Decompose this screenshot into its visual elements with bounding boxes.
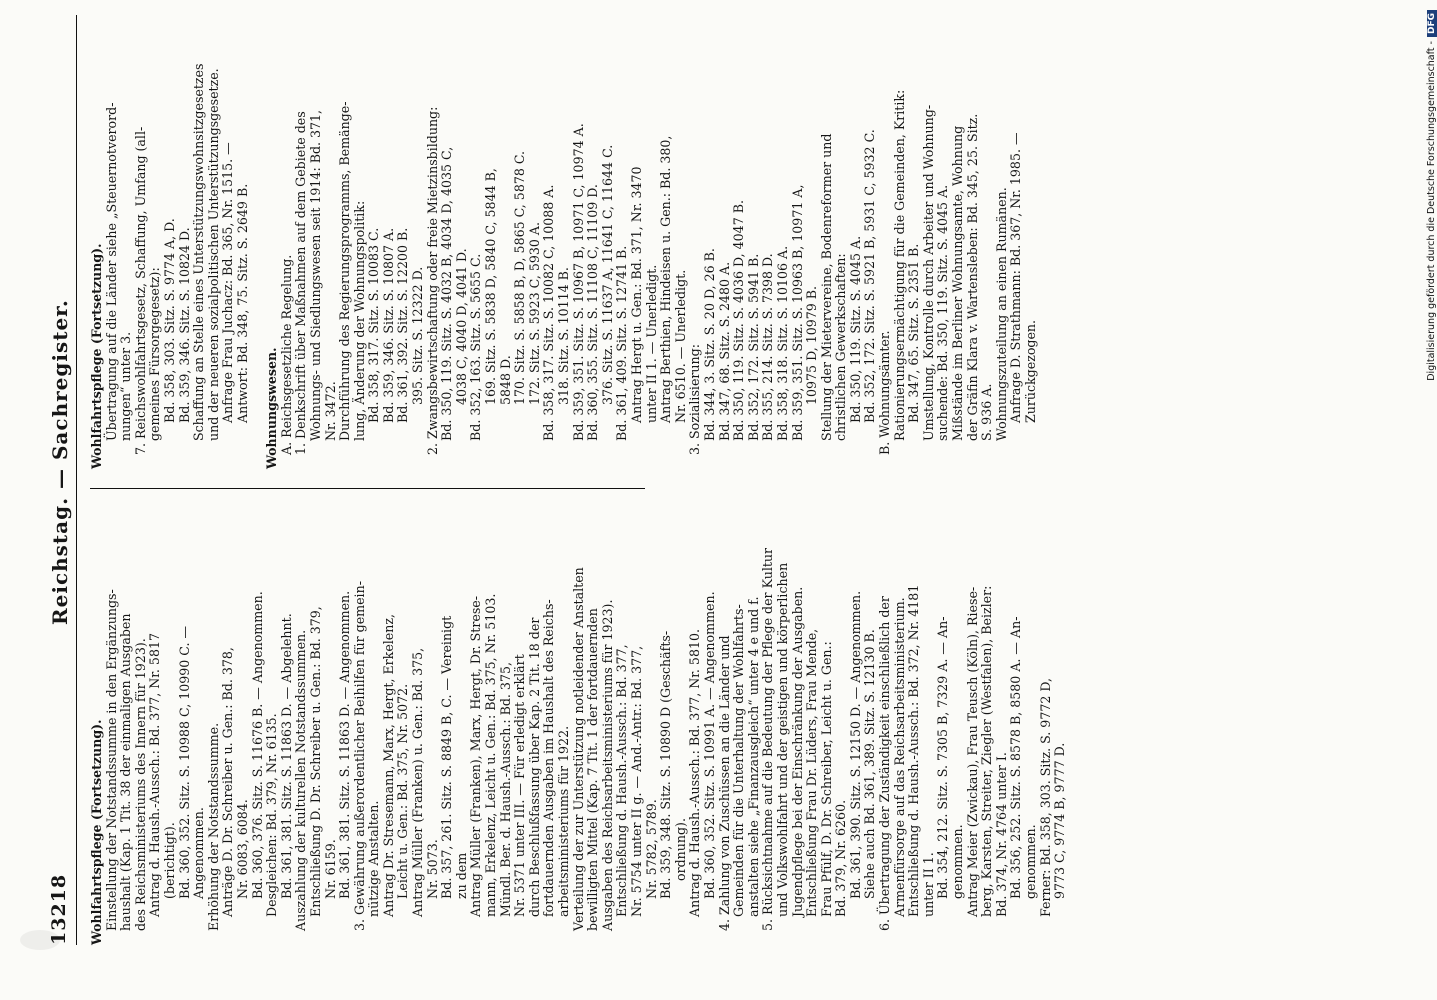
index-line: Bd. 358, 317. Sitz. S. 10082 C, 10088 A. bbox=[541, 184, 557, 441]
index-line: Bd. 359, 346. Sitz. S. 10824 D. bbox=[176, 227, 192, 423]
index-line: (berichtigt). bbox=[161, 822, 177, 899]
index-line: 4. Zahlung von Zuschüssen an die Länder und bbox=[716, 635, 732, 931]
index-line: Mißstände im Berliner Wohnungsamte, Wohnung bbox=[950, 125, 966, 441]
index-line: Entschließung d. Haush.-Aussch.: Bd. 372, Nr. 4181 bbox=[906, 584, 922, 917]
index-line: unter II 1. — Unerledigt. bbox=[643, 264, 659, 423]
index-line: bewilligten Mittel (Kap. 7 Tit. 1 der fortdauernden bbox=[585, 608, 601, 931]
index-line: Antrag d. Haush.-Aussch.: Bd. 377, Nr. 5810. bbox=[687, 629, 703, 917]
index-line: Bd. 350, 119. Sitz. S. 4036 D, 4047 B. bbox=[731, 200, 747, 441]
index-line: 6. Übertragung der Zuständigkeit einschließlich der bbox=[877, 596, 893, 931]
index-line: Bd. 379, Nr. 6260. bbox=[833, 799, 849, 917]
index-line: unter II 1. bbox=[920, 852, 936, 917]
index-line: Desgleichen: Bd. 379, Nr. 6135. bbox=[264, 713, 280, 917]
index-line: Nr. 5782, 5789. bbox=[643, 799, 659, 899]
index-line: Bd. 360, 355. Sitz. S. 11108 C, 11109 D. bbox=[585, 184, 601, 441]
index-line: Antwort: Bd. 348, 75. Sitz. S. 2649 B. bbox=[234, 183, 250, 423]
scan-smudge bbox=[20, 930, 60, 950]
index-line: genommen. bbox=[950, 824, 966, 899]
index-line bbox=[251, 24, 266, 469]
index-line: Stellung der Mietervereine, Bodenreformer und bbox=[818, 133, 834, 441]
index-line: christlichen Gewerkschaften: bbox=[833, 253, 849, 441]
index-line: 10975 D, 10979 B. bbox=[804, 285, 820, 405]
index-line: 376. Sitz. S. 11637 A, 11641 C, 11644 C. bbox=[599, 144, 615, 405]
index-line: Nr. 5073. bbox=[424, 839, 440, 899]
index-line: Bd. 361, 381. Sitz. S. 11863 D. — Abgelehnt. bbox=[278, 613, 294, 899]
index-line: Ferner: Bd. 358, 303. Sitz. S. 9772 D, bbox=[1037, 677, 1053, 917]
index-line: 5. Rücksichtnahme auf die Bedeutung der Pflege der Kultur bbox=[760, 547, 776, 931]
index-line: anstalten siehe „Finanzausgleich“ unter 4 e und f. bbox=[745, 596, 761, 917]
rotated-document-page bbox=[30, 0, 1360, 985]
right-index-column bbox=[89, 24, 1038, 469]
index-line: Schaffung an Stelle eines Unterstützungswohnsitzgesetzes bbox=[191, 63, 207, 441]
index-line: 7. Reichswohlfahrtsgesetz, Schaffung, Umfang (all- bbox=[132, 126, 148, 455]
credit-text: Digitalisierung gefördert durch die Deutsche Forschungsgemeinschaft - bbox=[1426, 41, 1437, 381]
index-line: des Reichsministeriums des Innern für 1923). bbox=[132, 638, 148, 931]
index-line: mann, Erkelenz, Leicht u. Gen.: Bd. 375, Nr. 5103. bbox=[483, 593, 499, 917]
index-heading: Wohnungswesen. bbox=[264, 347, 280, 469]
index-line: Einstellung der Notstandssumme in den Ergänzungs- bbox=[103, 589, 119, 931]
index-line: genommen. bbox=[1023, 824, 1038, 899]
index-line: 9773 C, 9774 B, 9777 D. bbox=[1052, 742, 1068, 899]
index-line: Entschließung D. Dr. Schreiber u. Gen.: Bd. 379, bbox=[307, 606, 323, 917]
column-divider bbox=[90, 488, 645, 489]
index-line: der Gräfin Klara v. Wartensleben: Bd. 345, 25. Sitz. bbox=[964, 113, 980, 441]
index-line: Antrag Müller (Franken), Marx, Hergt, Dr. Strese- bbox=[468, 596, 484, 917]
index-line: gemeines Fürsorgegesetz): bbox=[147, 267, 163, 441]
index-line: 1. Denkschrift über Maßnahmen auf dem Gebiete des bbox=[293, 111, 309, 455]
index-line: Nr. 5754 unter II g. — And.-Antr.: Bd. 377, bbox=[628, 645, 644, 917]
index-line: Bd. 359, 346. Sitz. S. 10807 A. bbox=[380, 227, 396, 423]
index-line: Jugendpflege bei der Einschränkung der Ausgaben. bbox=[789, 586, 805, 917]
index-line: Bd. 360, 376. Sitz. S. 11676 B. — Angenommen. bbox=[249, 591, 265, 899]
index-line: Bd. 352, 172. Sitz. S. 5921 B, 5931 C, 5932 C. bbox=[862, 129, 878, 423]
index-line: Bd. 361, 392. Sitz. S. 12200 B. bbox=[395, 227, 411, 423]
digitization-credit bbox=[1412, 10, 1437, 990]
index-line: Wohnungszuteilung an einen Rumänen. bbox=[993, 187, 1009, 441]
index-line: Anfrage D. Strathmann: Bd. 367, Nr. 1985. — bbox=[1008, 132, 1024, 423]
index-line: Bd. 344, 3. Sitz. S. 20 D, 26 B. bbox=[701, 248, 717, 441]
index-line: Bd. 355, 214. Sitz. S. 7398 D. bbox=[760, 253, 776, 441]
index-line: Nr. 6159. bbox=[322, 839, 338, 899]
index-line: Bd. 360, 352. Sitz. S. 10991 A. — Angenommen. bbox=[701, 591, 717, 899]
index-line: Bd. 374, Nr. 4764 unter I. bbox=[993, 752, 1009, 917]
index-line: 3. Gewährung außerordentlicher Beihilfen für gemein- bbox=[351, 581, 367, 931]
index-line: Antrag Hergt u. Gen.: Bd. 371, Nr. 3470 bbox=[628, 166, 644, 423]
page-number: 13218 bbox=[48, 873, 70, 945]
index-line: Übertragung auf die Länder siehe „Steuernotverord- bbox=[103, 102, 119, 441]
index-line: zu dem bbox=[453, 852, 469, 899]
index-line: Bd. 359, 348. Sitz. S. 10890 D (Geschäfts- bbox=[658, 630, 674, 899]
index-line: 2. Zwangsbewirtschaftung oder freie Mietzinsbildung: bbox=[424, 106, 440, 455]
index-line: Antrag Müller (Franken) u. Gen.: Bd. 375, bbox=[410, 647, 426, 917]
index-line: Nr. 6510. — Unerledigt. bbox=[672, 269, 688, 423]
index-line: nützige Anstalten. bbox=[366, 800, 382, 917]
index-line: Auszahlung der kulturellen Notstandssummen. bbox=[293, 629, 309, 931]
index-line: Umstellung, Kontrolle durch Arbeiter und Wohnung- bbox=[920, 104, 936, 441]
index-line: Durchführung des Regierungsprogramms, Bemänge- bbox=[337, 101, 353, 441]
index-line: Erhöhung der Notstandssumme. bbox=[205, 722, 221, 931]
index-line: 5848 D. bbox=[497, 355, 513, 405]
index-line: Bd. 358, 303. Sitz. S. 9774 A, D. bbox=[161, 218, 177, 423]
index-line: Antrag Meier (Zwickau), Frau Teusch (Köln), Riese- bbox=[964, 586, 980, 917]
index-line: Bd. 361, 409. Sitz. S. 12741 B. bbox=[614, 245, 630, 441]
index-line: Bd. 361, 390. Sitz. S. 12150 D. — Angenommen. bbox=[847, 590, 863, 899]
index-line: Bd. 347, 68. Sitz. S. 2480 A. bbox=[716, 261, 732, 441]
header-rule bbox=[76, 15, 77, 945]
index-line: Mündl. Ber. d. Haush.-Aussch.: Bd. 375, bbox=[497, 662, 513, 917]
left-index-column bbox=[89, 500, 1068, 945]
index-line: Frau Pfülf, D. Dr. Schreiber, Leicht u. Gen.: bbox=[818, 641, 834, 917]
index-line: 3. Sozialisierung: bbox=[687, 344, 703, 455]
index-line: ordnung). bbox=[672, 818, 688, 881]
index-line: Bd. 360, 352. Sitz. S. 10988 C, 10990 C. — bbox=[176, 625, 192, 899]
index-line: 4038 C, 4040 D, 4041 D. bbox=[453, 248, 469, 405]
index-line: Anfrage Frau Juchacz: Bd. 365, Nr. 1515. — bbox=[220, 142, 236, 423]
index-line: Wohnungs- und Siedlungswesen seit 1914: Bd. 371, bbox=[307, 109, 323, 441]
index-line: Verteilung der zur Unterstützung notleidender Anstalten bbox=[570, 567, 586, 931]
index-line: Ausgaben des Reichsarbeitsministeriums für 1923). bbox=[599, 599, 615, 931]
index-line: arbeitsministeriums für 1922. bbox=[556, 725, 571, 917]
index-line: und der neueren sozialpolitischen Unterstützungsgesetze. bbox=[205, 68, 221, 441]
index-line: 318. Sitz. S. 10114 B. bbox=[556, 267, 571, 405]
index-line: Bd. 347, 65. Sitz. S. 2351 B. bbox=[906, 243, 922, 423]
index-line: S. 936 A. bbox=[979, 383, 995, 441]
index-line: berg, Karsten, Streiter, Ziegler (Westfalen), Beizler: bbox=[979, 585, 995, 917]
index-heading: Wohlfahrtspflege (Fortsetzung). bbox=[89, 243, 104, 469]
index-line: 170. Sitz. S. 5858 B, D, 5865 C, 5878 C. bbox=[512, 150, 528, 405]
index-line: 172. Sitz. S. 5923 C, 5930 A. bbox=[526, 222, 542, 405]
index-line: haushalt (Kap. 1 Tit. 38 der einmaligen Ausgaben bbox=[118, 613, 134, 931]
index-line: Bd. 361, 381. Sitz. S. 11863 D. — Angenommen. bbox=[337, 590, 353, 899]
index-line: 169. Sitz. S. 5838 D, 5840 C, 5844 B, bbox=[483, 168, 499, 405]
index-line: Siehe auch Bd. 361, 389. Sitz. S. 12130 B. bbox=[862, 629, 878, 899]
index-line: Zurückgezogen. bbox=[1023, 319, 1038, 423]
index-line: Gemeinden für die Unterhaltung der Wohlfahrts- bbox=[731, 604, 747, 917]
index-line: Bd. 358, 318. Sitz. S. 10106 A. bbox=[774, 245, 790, 441]
dfg-logo: DFG bbox=[1427, 10, 1437, 37]
index-line: Bd. 352, 172. Sitz. S. 5941 B. bbox=[745, 253, 761, 441]
index-line: Nr. 3472. bbox=[322, 381, 338, 441]
index-line: 395. Sitz. S. 12322 D. bbox=[410, 266, 426, 405]
index-line: und Volkswohlfahrt und der geistigen und körperlichen bbox=[774, 562, 790, 917]
index-line: Leicht u. Gen.: Bd. 375, Nr. 5072. bbox=[395, 683, 411, 899]
index-line: suchende: Bd. 350, 119. Sitz. S. 4045 A. bbox=[935, 184, 951, 441]
index-line: A. Reichsgesetzliche Regelung. bbox=[278, 254, 294, 455]
index-line: lung, Änderung der Wohnungspolitik: bbox=[351, 200, 367, 441]
index-line: B. Wohnungsämter. bbox=[877, 330, 893, 455]
index-line: Bd. 359, 351. Sitz. S. 10963 B, 10971 A, bbox=[789, 184, 805, 441]
index-line: Anträge D. Dr. Schreiber u. Gen.: Bd. 378, bbox=[220, 647, 236, 917]
page-header bbox=[40, 0, 74, 985]
index-heading: Wohlfahrtspflege (Fortsetzung). bbox=[89, 719, 104, 945]
index-line: nungen“ unter 3. bbox=[118, 331, 134, 441]
index-line: durch Beschlußfassung über Kap. 2 Tit. 18 der bbox=[526, 617, 542, 917]
index-line: Bd. 350, 119. Sitz. S. 4045 A. bbox=[847, 235, 863, 423]
index-line: Bd. 350, 119. Sitz. S. 4032 B, 4034 D, 4035 C, bbox=[439, 146, 455, 441]
index-line: Bd. 359, 351. Sitz. S. 10967 B, 10971 C, 10974 A. bbox=[570, 123, 586, 441]
index-line: Rationierungsermächtigung für die Gemeinden, Kritik: bbox=[891, 89, 907, 441]
index-line: Antrag Dr. Stresemann, Marx, Hergt, Erkelenz, bbox=[380, 614, 396, 917]
index-line: Armenfürsorge auf das Reichsarbeitsministerium. bbox=[891, 597, 907, 917]
index-line: Antrag d. Haush.-Aussch.: Bd. 377, Nr. 5817 bbox=[147, 633, 163, 917]
index-line: Angenommen. bbox=[191, 807, 207, 899]
index-line: Bd. 358, 317. Sitz. S. 10083 C. bbox=[366, 227, 382, 423]
index-line: Nr. 5371 unter III. — Für erledigt erklärt bbox=[512, 654, 528, 917]
index-line: Entschließung d. Haush.-Aussch.: Bd. 377, bbox=[614, 644, 630, 917]
running-title: Reichstag. — Sachregister. bbox=[48, 299, 72, 625]
index-line: Bd. 352, 163. Sitz. S. 5655 C. bbox=[468, 253, 484, 441]
index-line: Bd. 356, 252. Sitz. S. 8578 B, 8580 A. — An- bbox=[1008, 616, 1024, 899]
index-line: Antrag Berthien, Hindeisen u. Gen.: Bd. 380, bbox=[658, 135, 674, 423]
index-line: fortdauernden Ausgaben im Haushalt des Reichs- bbox=[541, 599, 557, 917]
index-line: Bd. 354, 212. Sitz. S. 7305 B, 7329 A. — An- bbox=[935, 616, 951, 899]
index-line: Bd. 357, 261. Sitz. S. 8849 B, C. — Vereinigt bbox=[439, 615, 455, 899]
index-line: Nr. 6083, 6084. bbox=[234, 799, 250, 899]
index-line: Entschließung Frau Dr. Lüders, Frau Mende, bbox=[804, 628, 820, 917]
